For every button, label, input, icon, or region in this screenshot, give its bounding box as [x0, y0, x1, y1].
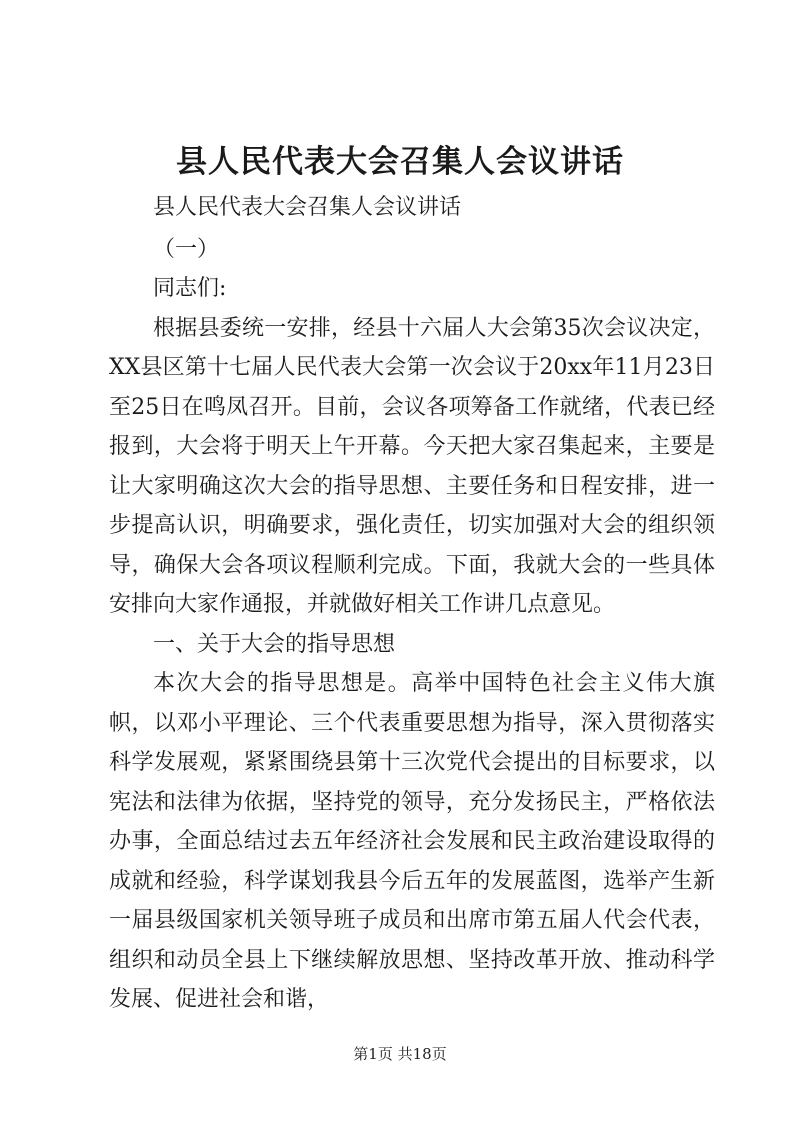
document-title: 县人民代表大会召集人会议讲话 [176, 144, 624, 180]
paragraph-guiding-thought: 本次大会的指导思想是。高举中国特色社会主义伟大旗帜，以邓小平理论、三个代表重要思想为指导，深入贯彻落实科学发展观，紧紧围绕县第十三次党代会提出的目标要求，以宪法和法律为依据，坚持党的领导，充分发扬民主，严格依法办事，全面总结过去五年经济社会发展和民主政治建设取得的成就和经验，科学谋划我县今后五年的发展蓝图，选举产生新一届县级国家机关领导班子成员和出席市第五届人代会代表，组织和动员全县上下继续解放思想、坚持改革开放、推动科学发展、促进社会和谐， [109, 671, 715, 1012]
salutation: 同志们: [153, 276, 227, 301]
section-heading-guiding-thought: 一、关于大会的指导思想 [153, 631, 396, 657]
page-footer: 第1页 共18页 [353, 1045, 447, 1063]
document-subtitle: 县人民代表大会召集人会议讲话 [153, 195, 462, 220]
part-marker: （一） [153, 236, 220, 262]
paragraph-intro: 根据县委统一安排，经县十六届人大会第35次会议决定，XX县区第十七届人民代表大会第一次会议于20xx年11月23日至25日在鸣凤召开。目前，会议各项筹备工作就绪，代表已经报到，大会将于明天上午开幕。今天把大家召集起来，主要是让大家明确这次大会的指导思想、主要任务和日程安排，进一步提高认识，明确要求，强化责任，切实加强对大会的组织领导，确保大会各项议程顺利完成。下面，我就大会的一些具体安排向大家作通报，并就做好相关工作讲几点意见。 [109, 315, 715, 617]
document-body [109, 188, 715, 1020]
